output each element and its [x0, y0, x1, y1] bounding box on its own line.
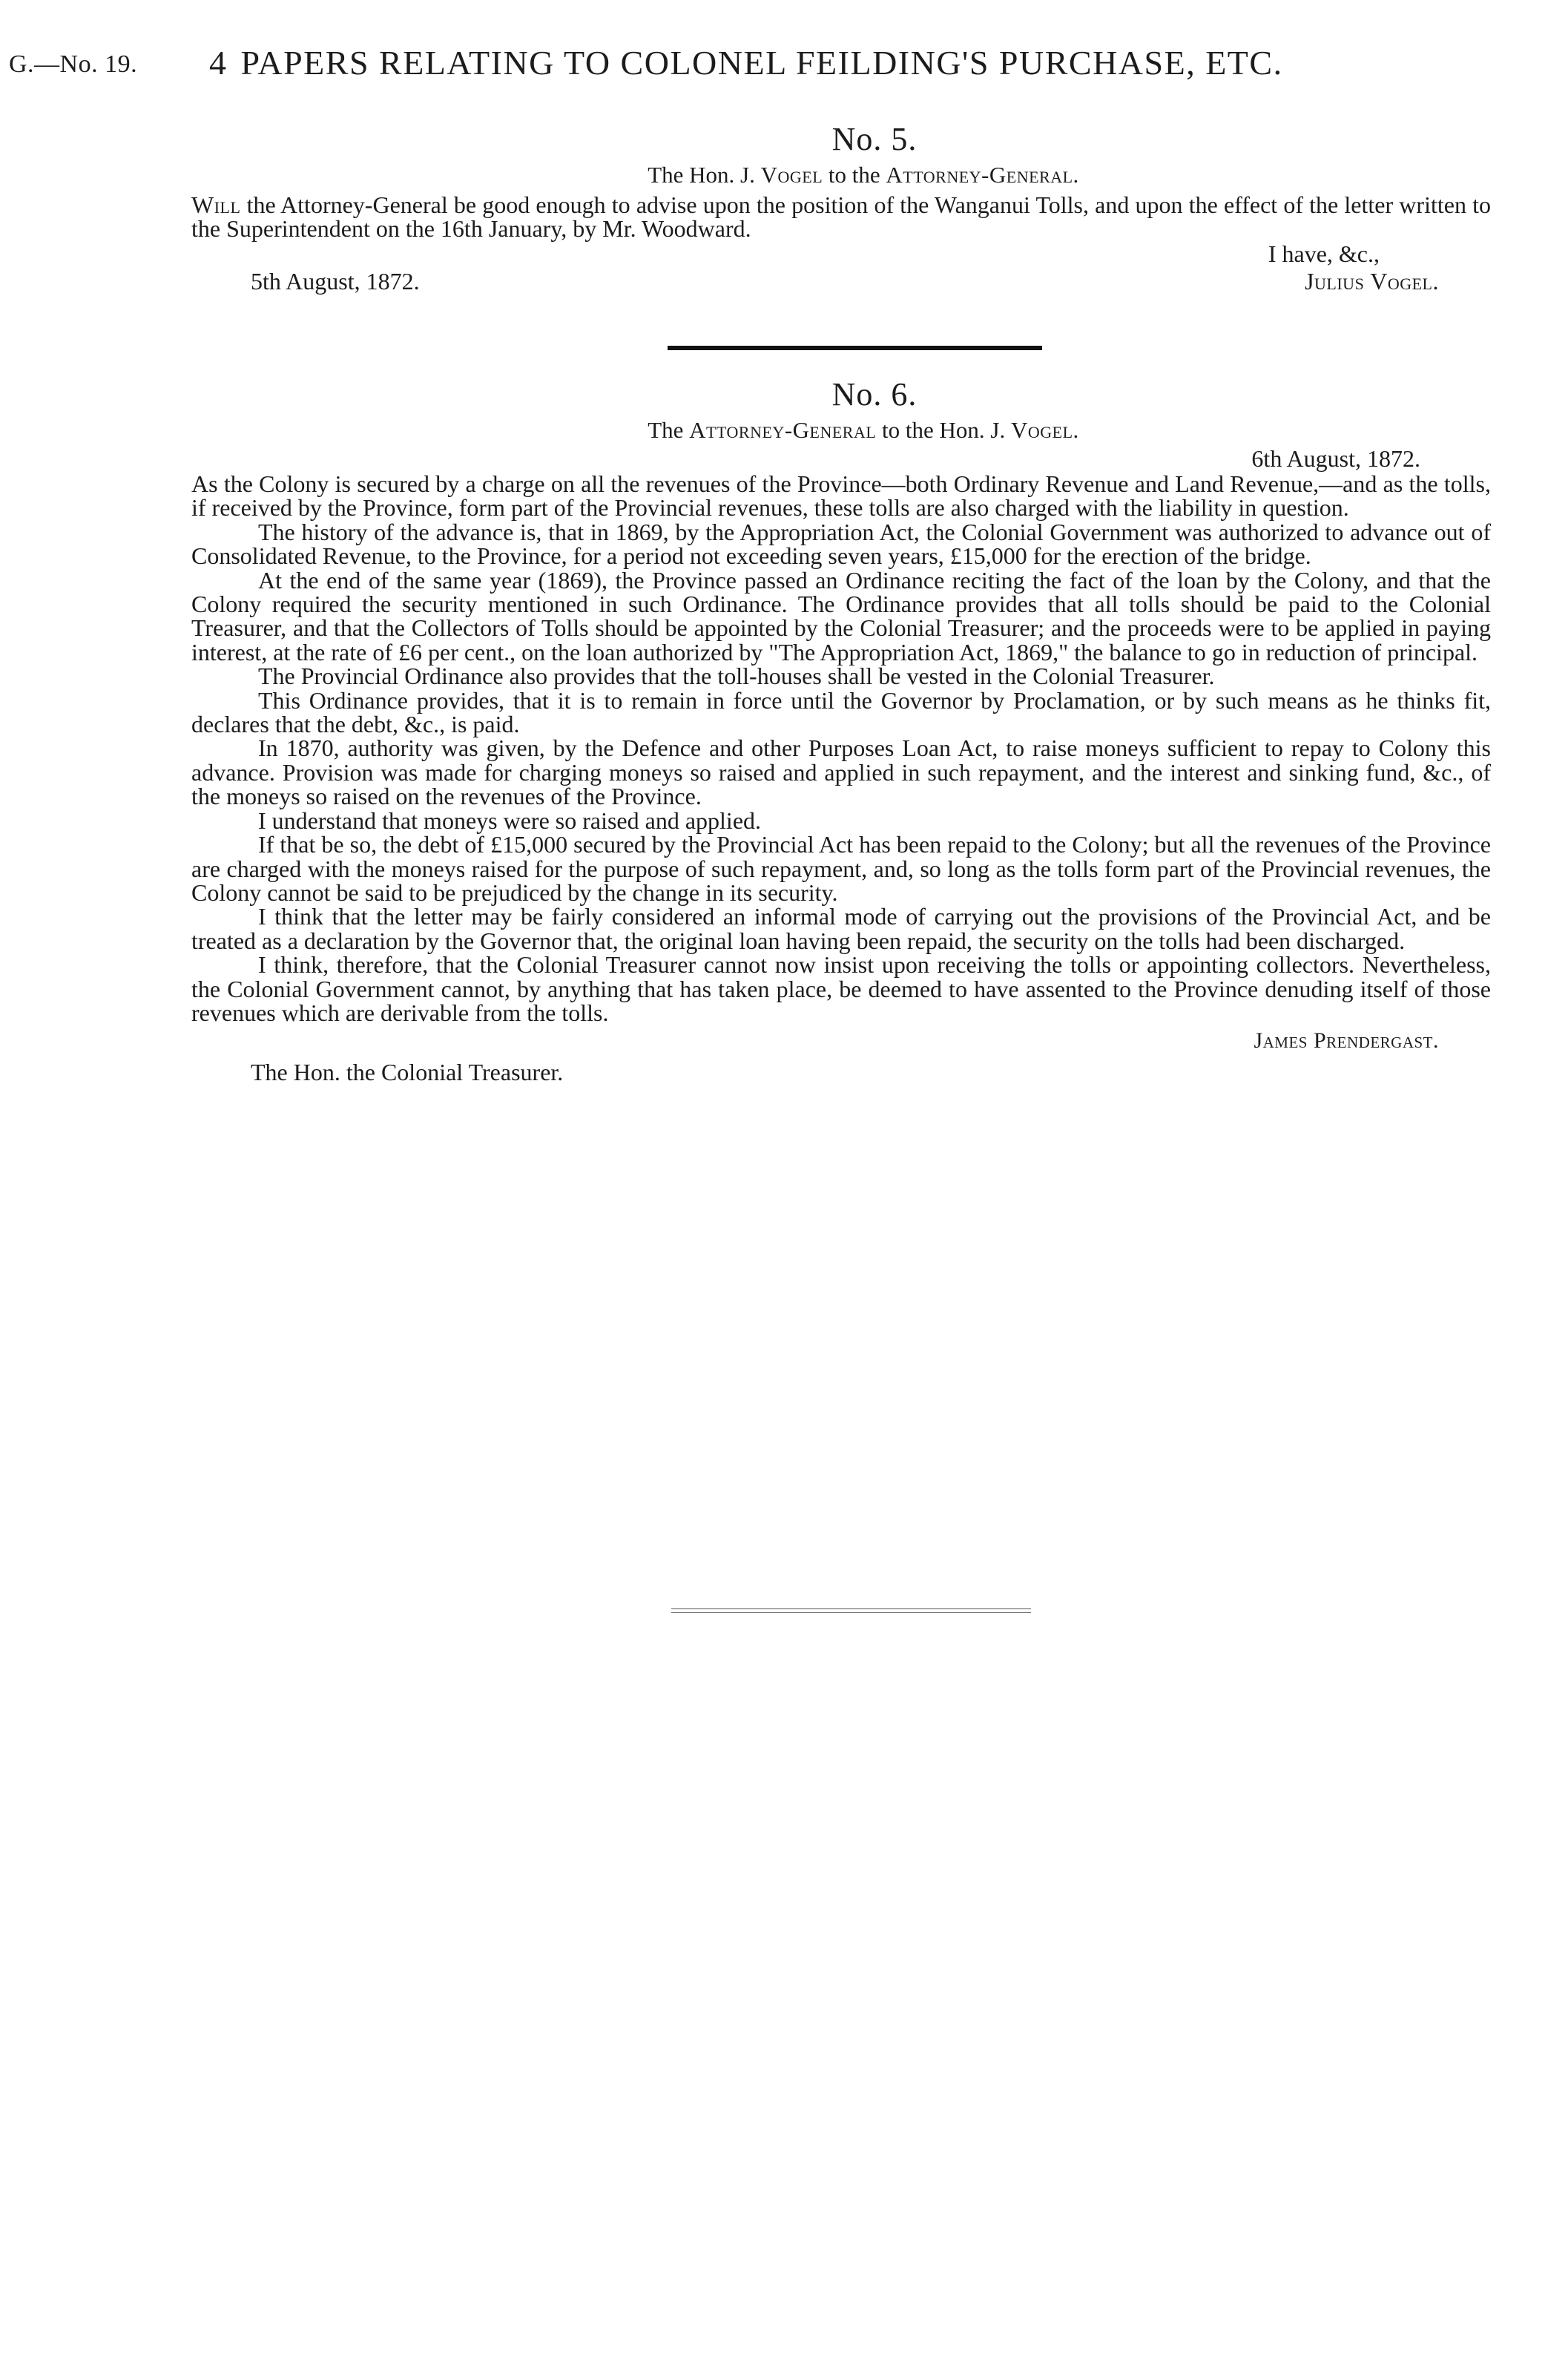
paragraph: At the end of the same year (1869), the Province passed an Ordinance reciting the fact of the loan by the Colony, and that the Colony required the security mentioned in such Ordinance. The Ordinance provides that all tolls should be paid to the Colonial Treasurer, and that the Collectors of Tolls should be appointed by the Colonial Treasurer; and the proceeds were to be applied in paying interest, at the rate of £6 per cent., on the loan authorized by "The Appropriation Act, 1869," the balance to go in reduction of principal.: [191, 566, 1491, 666]
correspondence-heading: [191, 160, 1491, 190]
letter-body-text: the Attorney-General be good enough to advise upon the position of the Wanganui Tolls, and upon the effect of the letter written to the Superintendent on the 16th January, by Mr. Woodward.: [191, 191, 1491, 243]
letter-date: 5th August, 1872.: [251, 267, 420, 295]
paragraph: In 1870, authority was given, by the Defence and other Purposes Loan Act, to raise moneys sufficient to repay to Colony this advance. Provision was made for charging moneys so raised and applied in such repayment, and the interest and sinking fund, &c., of the moneys so raised on the revenues of the Province.: [191, 735, 1491, 810]
date-signature-row: [191, 266, 1491, 296]
document-number: No. 6.: [831, 376, 918, 413]
end-rule: [671, 1608, 1031, 1613]
paragraph: I understand that moneys were so raised and applied.: [258, 806, 762, 834]
letter-body: [191, 193, 1491, 241]
document-no-5: [191, 119, 1491, 296]
recipient-name: Vogel.: [1010, 417, 1079, 443]
correspondence-heading: [191, 415, 1491, 445]
paragraph: The history of the advance is, that in 1869, by the Appropriation Act, the Colonial Government was authorized to advance out of Consolidated Revenue, to the Province, for a period not exceeding seven years, £15,000 for the erection of the bridge.: [191, 518, 1491, 570]
sender-name: Vogel: [760, 162, 823, 188]
heading-to: to the: [823, 162, 886, 188]
paragraph: The Provincial Ordinance also provides that the toll-houses shall be vested in the Colonial Treasurer.: [258, 663, 1215, 690]
signature: James Prendergast.: [1254, 1028, 1439, 1054]
running-header: [9, 43, 1522, 88]
document-no-6: [191, 374, 1491, 1087]
heading-to: to the Hon. J.: [876, 417, 1011, 443]
page-title: [209, 43, 1283, 82]
title-text: PAPERS RELATING TO COLONEL FEILDING'S PURCHASE, ETC.: [240, 44, 1283, 82]
paragraph: This Ordinance provides, that it is to remain in force until the Governor by Proclamation, or by such means as he thinks fit, declares that the debt, &c., is paid.: [191, 686, 1491, 738]
recipient-name: Attorney-General.: [886, 162, 1079, 188]
paragraph: I think that the letter may be fairly considered an informal mode of carrying out the provisions of the Provincial Act, and be treated as a declaration by the Governor that, the original loan having been repaid, the security on the tolls had been discharged.: [191, 903, 1491, 954]
heading-prefix: The Hon. J.: [648, 162, 761, 188]
page-number: 4: [209, 44, 228, 82]
paragraph: I think, therefore, that the Colonial Treasurer cannot now insist upon receiving the tolls or appointing collectors. Nevertheless, the Colonial Government cannot, by anything that has taken place, be deemed to have assented to the Province denuding itself of those revenues which are derivable from the tolls.: [191, 951, 1491, 1026]
section-divider: [668, 346, 1042, 350]
heading-prefix: The: [648, 417, 690, 443]
letter-first-word: Will: [191, 191, 241, 218]
document-number: No. 5.: [831, 121, 918, 157]
sender-name: Attorney-General: [689, 417, 877, 443]
series-number: G.—No. 19.: [9, 50, 138, 78]
addressee: The Hon. the Colonial Treasurer.: [251, 1059, 564, 1086]
letter-date: 6th August, 1872.: [1251, 445, 1420, 472]
paragraph: As the Colony is secured by a charge on all the revenues of the Province—both Ordinary Revenue and Land Revenue,—and as the tolls, if received by the Province, form part of the Provincial revenues, these tolls are also charged with the liability in question.: [191, 470, 1491, 522]
complimentary-close: I have, &c.,: [1268, 240, 1380, 267]
paragraph: If that be so, the debt of £15,000 secured by the Provincial Act has been repaid to the Colony; but all the revenues of the Province are charged with the moneys raised for the purpose of such repayment, and, so long as the tolls form part of the Provincial revenues, the Colony cannot be said to be prejudiced by the change in its security.: [191, 831, 1491, 906]
signature: Julius Vogel.: [1305, 267, 1439, 295]
